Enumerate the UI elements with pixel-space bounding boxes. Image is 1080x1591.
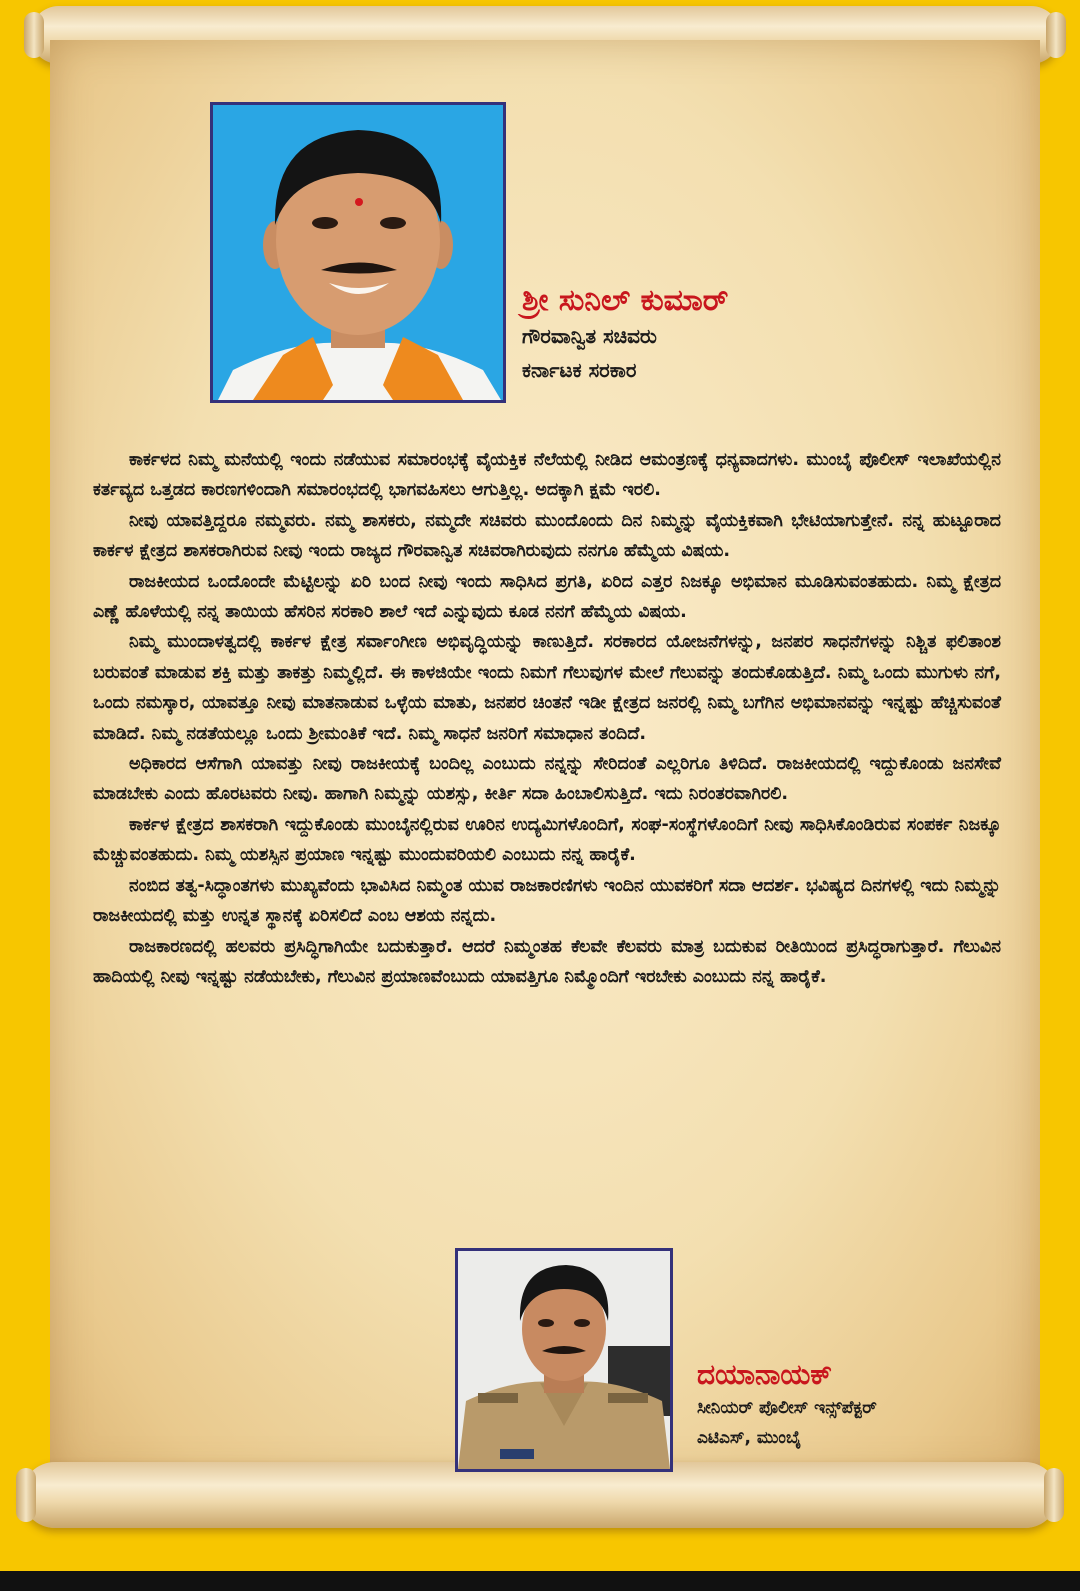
- minister-government: ಕರ್ನಾಟಕ ಸರಕಾರ: [522, 358, 637, 382]
- letter-paragraph: ನಂಬಿದ ತತ್ವ-ಸಿದ್ಧಾಂತಗಳು ಮುಖ್ಯವೆಂದು ಭಾವಿಸಿದ ನಿಮ್ಮಂತ ಯುವ ರಾಜಕಾರಣಿಗಳು ಇಂದಿನ ಯುವಕರಿಗೆ ಸದಾ ಆದರ್ಶ. ಭವಿಷ್ಯದ ದಿನಗಳಲ್ಲಿ ಇದು ನಿಮ್ಮನ್ನು ರಾಜಕೀಯದಲ್ಲಿ ಮತ್ತು ಉನ್ನತ ಸ್ಥಾನಕ್ಕೆ ಏರಿಸಲಿದೆ ಎಂಬ ಆಶಯ ನನ್ನದು.: [93, 875, 1001, 927]
- minister-photo: [210, 102, 506, 403]
- minister-name-block: [522, 283, 728, 387]
- letter-paragraph: ಕಾರ್ಕಳದ ನಿಮ್ಮ ಮನೆಯಲ್ಲಿ ಇಂದು ನಡೆಯುವ ಸಮಾರಂಭಕ್ಕೆ ವೈಯಕ್ತಿಕ ನೆಲೆಯಲ್ಲಿ ನೀಡಿದ ಆಮಂತ್ರಣಕ್ಕೆ ಧನ್ಯವಾದಗಳು. ಮುಂಬೈ ಪೊಲೀಸ್ ಇಲಾಖೆಯಲ್ಲಿನ ಕರ್ತವ್ಯದ ಒತ್ತಡದ ಕಾರಣಗಳಿಂದಾಗಿ ಸಮಾರಂಭದಲ್ಲಿ ಭಾಗವಹಿಸಲು ಆಗುತ್ತಿಲ್ಲ. ಅದಕ್ಕಾಗಿ ಕ್ಷಮೆ ಇರಲಿ.: [93, 450, 1001, 501]
- letter-paragraph: ಅಧಿಕಾರದ ಆಸೆಗಾಗಿ ಯಾವತ್ತು ನೀವು ರಾಜಕೀಯಕ್ಕೆ ಬಂದಿಲ್ಲ ಎಂಬುದು ನನ್ನನ್ನು ಸೇರಿದಂತೆ ಎಲ್ಲರಿಗೂ ತಿಳಿದಿದೆ. ರಾಜಕೀಯದಲ್ಲಿ ಇದ್ದುಕೊಂಡು ಜನಸೇವೆ ಮಾಡಬೇಕು ಎಂದು ಹೊರಟವರು ನೀವು. ಹಾಗಾಗಿ ನಿಮ್ಮನ್ನು ಯಶಸ್ಸು, ಕೀರ್ತಿ ಸದಾ ಹಿಂಬಾಲಿಸುತ್ತಿದೆ. ಇದು ನಿರಂತರವಾಗಿರಲಿ.: [93, 754, 1001, 805]
- minister-title: ಗೌರವಾನ್ವಿತ ಸಚಿವರು: [522, 324, 657, 348]
- letter-paragraph: ನಿಮ್ಮ ಮುಂದಾಳತ್ವದಲ್ಲಿ ಕಾರ್ಕಳ ಕ್ಷೇತ್ರ ಸರ್ವಾಂಗೀಣ ಅಭಿವೃದ್ಧಿಯನ್ನು ಕಾಣುತ್ತಿದೆ. ಸರಕಾರದ ಯೋಜನೆಗಳನ್ನು, ಜನಪರ ಸಾಧನೆಗಳನ್ನು ನಿಶ್ಚಿತ ಫಲಿತಾಂಶ ಬರುವಂತೆ ಮಾಡುವ ಶಕ್ತಿ ಮತ್ತು ತಾಕತ್ತು ನಿಮ್ಮಲ್ಲಿದೆ. ಈ ಕಾಳಜಿಯೇ ಇಂದು ನಿಮಗೆ ಗೆಲುವುಗಳ ಮೇಲೆ ಗೆಲುವನ್ನು ತಂದುಕೊಡುತ್ತಿದೆ. ನಿಮ್ಮ ಒಂದು ಮುಗುಳು ನಗೆ, ಒಂದು ನಮಸ್ಕಾರ, ಯಾವತ್ತೂ ನೀವು ಮಾತನಾಡುವ ಒಳ್ಳೆಯ ಮಾತು, ಜನಪರ ಚಿಂತನೆ ಇಡೀ ಕ್ಷೇತ್ರದ ಜನರಲ್ಲಿ ನಿಮ್ಮ ಬಗೆಗಿನ ಅಭಿಮಾನವನ್ನು ಇನ್ನಷ್ಟು ಹೆಚ್ಚಿಸುವಂತೆ ಮಾಡಿದೆ. ನಿಮ್ಮ ನಡತೆಯಲ್ಲೂ ಒಂದು ಶ್ರೀಮಂತಿಕೆ ಇದೆ. ನಿಮ್ಮ ಸಾಧನೆ ಜನರಿಗೆ ಸಮಾಧಾನ ತಂದಿದೆ.: [93, 632, 1001, 744]
- letter-paragraph: ರಾಜಕೀಯದ ಒಂದೊಂದೇ ಮೆಟ್ಟಿಲನ್ನು ಏರಿ ಬಂದ ನೀವು ಇಂದು ಸಾಧಿಸಿದ ಪ್ರಗತಿ, ಏರಿದ ಎತ್ತರ ನಿಜಕ್ಕೂ ಅಭಿಮಾನ ಮೂಡಿಸುವಂತಹುದು. ನಿಮ್ಮ ಕ್ಷೇತ್ರದ ಎಣ್ಣೆ ಹೊಳೆಯಲ್ಲಿ ನನ್ನ ತಾಯಿಯ ಹೆಸರಿನ ಸರಕಾರಿ ಶಾಲೆ ಇದೆ ಎನ್ನುವುದು ಕೂಡ ನನಗೆ ಹೆಮ್ಮೆಯ ವಿಷಯ.: [93, 571, 1001, 623]
- letter-paragraph: ಕಾರ್ಕಳ ಕ್ಷೇತ್ರದ ಶಾಸಕರಾಗಿ ಇದ್ದುಕೊಂಡು ಮುಂಬೈನಲ್ಲಿರುವ ಊರಿನ ಉದ್ಯಮಿಗಳೊಂದಿಗೆ, ಸಂಘ-ಸಂಸ್ಥೆಗಳೊಂದಿಗೆ ನೀವು ಸಾಧಿಸಿಕೊಂಡಿರುವ ಸಂಪರ್ಕ ನಿಜಕ್ಕೂ ಮೆಚ್ಚುವಂತಹುದು. ನಿಮ್ಮ ಯಶಸ್ಸಿನ ಪ್ರಯಾಣ ಇನ್ನಷ್ಟು ಮುಂದುವರಿಯಲಿ ಎಂಬುದು ನನ್ನ ಹಾರೈಕೆ.: [93, 814, 1001, 866]
- screen-bottom-bar: [0, 1571, 1080, 1591]
- letter-paragraph: ರಾಜಕಾರಣದಲ್ಲಿ ಹಲವರು ಪ್ರಸಿದ್ಧಿಗಾಗಿಯೇ ಬದುಕುತ್ತಾರೆ. ಆದರೆ ನಿಮ್ಮಂತಹ ಕೆಲವೇ ಕೆಲವರು ಮಾತ್ರ ಬದುಕುವ ರೀತಿಯಿಂದ ಪ್ರಸಿದ್ಧರಾಗುತ್ತಾರೆ. ಗೆಲುವಿನ ಹಾದಿಯಲ್ಲಿ ನೀವು ಇನ್ನಷ್ಟು ನಡೆಯಬೇಕು, ಗೆಲುವಿನ ಪ್ರಯಾಣವೆಂಬುದು ಯಾವತ್ತಿಗೂ ನಿಮ್ಮೊಂದಿಗೆ ಇರಬೇಕು ಎಂಬುದು ನನ್ನ ಹಾರೈಕೆ.: [93, 936, 1001, 987]
- signatory-name-block: [697, 1357, 877, 1453]
- signatory-designation: ಸೀನಿಯರ್ ಪೊಲೀಸ್ ಇನ್ಸ್‌ಪೆಕ್ಟರ್: [697, 1398, 877, 1418]
- signatory-portrait-illustration: [458, 1251, 670, 1469]
- letter-paragraph: ನೀವು ಯಾವತ್ತಿದ್ದರೂ ನಮ್ಮವರು. ನಮ್ಮ ಶಾಸಕರು, ನಮ್ಮದೇ ಸಚಿವರು ಮುಂದೊಂದು ದಿನ ನಿಮ್ಮನ್ನು ವೈಯಕ್ತಿಕವಾಗಿ ಭೇಟಿಯಾಗುತ್ತೇನೆ. ನನ್ನ ಹುಟ್ಟೂರಾದ ಕಾರ್ಕಳ ಕ್ಷೇತ್ರದ ಶಾಸಕರಾಗಿರುವ ನೀವು ಇಂದು ರಾಜ್ಯದ ಗೌರವಾನ್ವಿತ ಸಚಿವರಾಗಿರುವುದು ನನಗೂ ಹೆಮ್ಮೆಯ ವಿಷಯ.: [93, 510, 1001, 562]
- letter-body: [93, 445, 1001, 992]
- signatory-location: ಎಟಿಎಸ್, ಮುಂಬೈ: [697, 1428, 802, 1448]
- signatory-name: ದಯಾನಾಯಕ್: [697, 1358, 833, 1391]
- minister-portrait-illustration: [213, 105, 503, 400]
- minister-name: ಶ್ರೀ ಸುನಿಲ್ ಕುಮಾರ್: [522, 283, 729, 318]
- signatory-photo: [455, 1248, 673, 1472]
